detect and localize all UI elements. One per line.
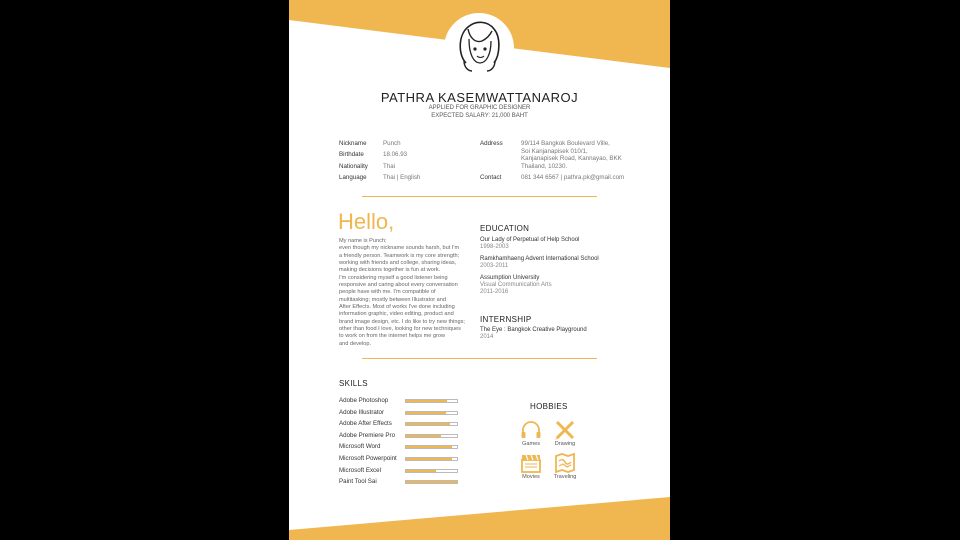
skill-name: Adobe Illustrator — [339, 408, 385, 416]
intro-line: other than food I love, looking for new techniques — [339, 326, 461, 333]
birthdate-value: 18.06.93 — [383, 151, 408, 158]
address-line: Thailand, 10230. — [521, 162, 568, 170]
education-school: Assumption University — [480, 275, 540, 281]
intro-line: I'm considering myself a good listener being — [339, 274, 448, 281]
intro-line: responsive and caring about every conversation — [339, 282, 458, 289]
skills-heading: SKILLS — [339, 379, 368, 388]
nationality-value: Thai — [383, 163, 396, 170]
hobby-label: Traveling — [553, 474, 577, 480]
language-value: Thai | English — [383, 174, 421, 181]
intro-line: working with friends and college, sharing ideas, — [339, 260, 457, 267]
education-school: Ramkhamhaeng Advent International School — [480, 256, 599, 262]
skill-name: Microsoft Word — [339, 443, 381, 451]
skill-name: Microsoft Powerpoint — [339, 455, 397, 462]
skill-level-bar — [405, 469, 458, 473]
intro-line: After Effects. Most of works I've done including — [339, 304, 455, 311]
expected-salary: EXPECTED SALARY: 21,000 BAHT — [431, 113, 528, 119]
birthdate-label: Birthdate — [339, 151, 364, 158]
skill-name: Adobe Photoshop — [339, 397, 389, 404]
skill-level-bar — [405, 422, 458, 426]
intro-line: making decisions together is fun at work. — [339, 267, 441, 274]
intro-line: multitasking; mostly between Illustrator and — [339, 296, 446, 303]
nationality-label: Nationality — [339, 163, 368, 170]
skill-level-bar — [405, 445, 458, 449]
avatar — [452, 17, 506, 79]
intro-line: My name is Punch; — [339, 238, 387, 244]
education-major: Visual Communication Arts — [480, 282, 552, 288]
address-line: Soi Kanjanapisek 010/1, — [521, 147, 588, 155]
skill-level-bar — [405, 411, 458, 415]
hobbies-heading: HOBBIES — [530, 402, 568, 411]
skill-name: Microsoft Excel — [339, 466, 381, 474]
internship-company: The Eye : Bangkok Creative Playground — [480, 327, 587, 333]
intro-line: to work on from the internet helps me grow — [339, 333, 446, 340]
education-years: 2011-2016 — [480, 289, 509, 295]
education-school: Our Lady of Perpetual of Help School — [480, 237, 580, 243]
skill-level-fill — [406, 435, 441, 437]
address-line: 99/114 Bangkok Boulevard Ville, — [521, 140, 610, 147]
skill-level-fill — [406, 458, 452, 460]
skill-name: Adobe Premiere Pro — [339, 431, 396, 439]
nickname-label: Nickname — [339, 140, 367, 147]
internship-year: 2014 — [480, 334, 494, 340]
intro-line: a friendly person. Teamwork is my core strength; — [339, 252, 460, 259]
language-label: Language — [339, 174, 367, 181]
contact-label: Contact — [480, 174, 502, 181]
address-label: Address — [480, 140, 503, 147]
hello-heading: Hello, — [338, 209, 395, 234]
skill-level-bar — [405, 399, 458, 403]
map-icon — [553, 452, 577, 474]
headphones-icon — [519, 419, 543, 441]
hobby-label: Drawing — [554, 441, 576, 447]
education-years: 2003-2011 — [480, 263, 509, 269]
intro-line: even though my nickname sounds harsh, but I'm — [339, 245, 460, 252]
skill-level-fill — [406, 423, 450, 425]
internship-heading: INTERNSHIP — [480, 315, 532, 324]
skill-level-bar — [405, 457, 458, 461]
applicant-name: PATHRA KASEMWATTANAROJ — [380, 90, 579, 105]
skill-level-bar — [405, 480, 458, 484]
skill-level-fill — [406, 400, 447, 402]
education-years: 1998-2003 — [480, 244, 509, 250]
contact-value: 081 344 6567 | pathra.pk@gmail.com — [521, 174, 625, 181]
nickname-value: Punch — [383, 140, 401, 147]
education-heading: EDUCATION — [480, 224, 530, 233]
skill-level-fill — [406, 446, 452, 448]
skill-level-bar — [405, 434, 458, 438]
intro-paragraph — [339, 238, 469, 348]
intro-line: brand image design, etc. I do like to try new things; — [339, 318, 465, 325]
divider — [362, 358, 597, 359]
skill-level-fill — [406, 412, 446, 414]
skill-name: Adobe After Effects — [339, 420, 392, 428]
skill-level-fill — [406, 470, 436, 472]
address-line: Kanjanapisek Road, Kannayao, BKK — [521, 155, 622, 163]
hobby-label: Games — [521, 441, 541, 447]
divider — [362, 196, 597, 197]
applied-position: APPLIED FOR GRAPHIC DESIGNER — [428, 105, 531, 111]
skill-level-fill — [406, 481, 457, 483]
intro-line: information graphic, video editing, product and — [339, 311, 454, 318]
clapperboard-icon — [519, 452, 543, 474]
intro-line: and develop. — [339, 340, 372, 347]
pencil-ruler-icon — [553, 419, 577, 441]
skill-name: Paint Tool Sai — [339, 478, 377, 486]
resume-page — [289, 0, 670, 540]
intro-line: people have with me. I'm compatible of — [339, 289, 436, 296]
hobby-label: Movies — [522, 474, 540, 480]
